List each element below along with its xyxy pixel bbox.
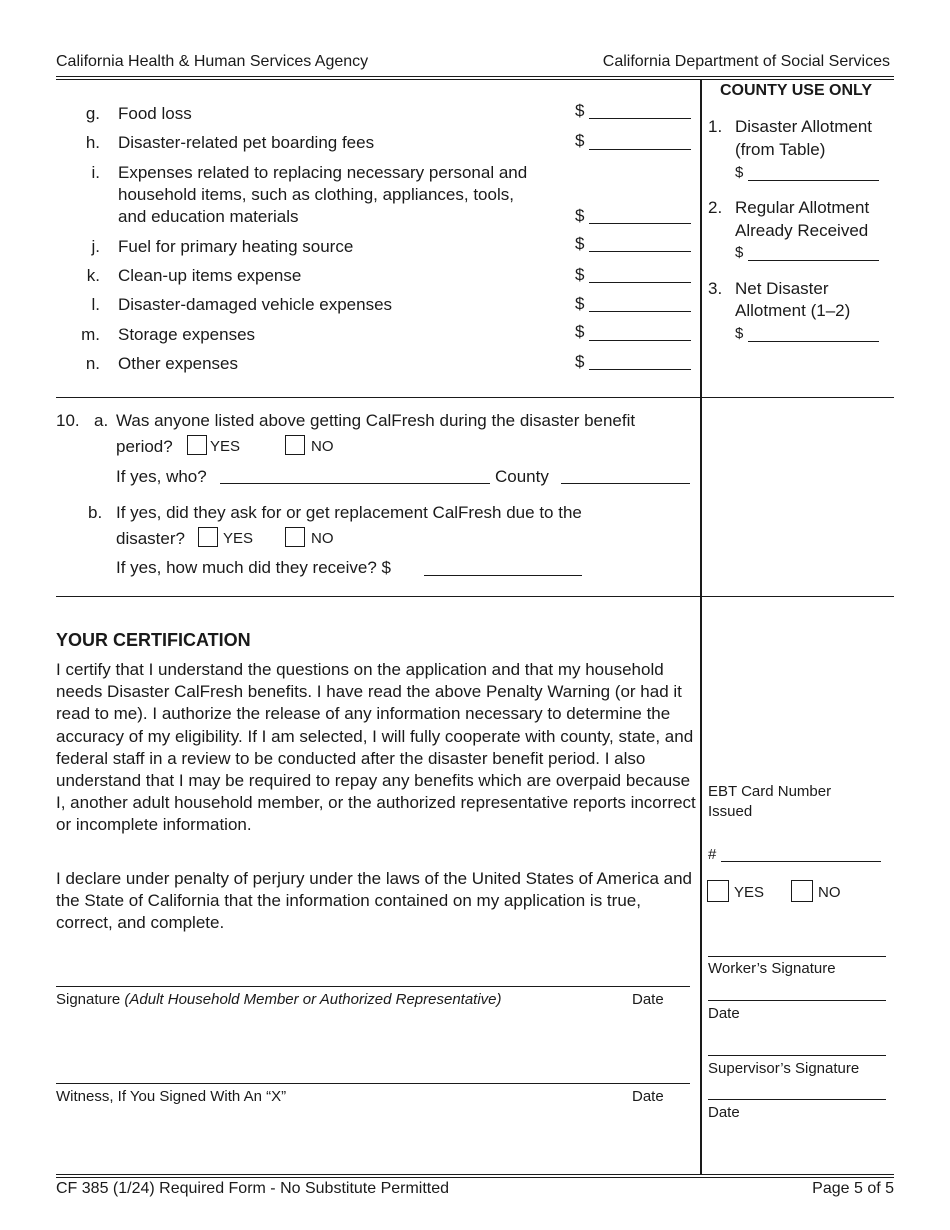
ebt-yes-checkbox[interactable] bbox=[707, 880, 729, 902]
net-allotment-label-line1: Net Disaster bbox=[735, 279, 829, 298]
perjury-declaration: I declare under penalty of perjury under the laws of the United States of America and the State of California that the information contained on my application is true, correct, and complete. bbox=[56, 869, 692, 933]
replacement-amount-field[interactable] bbox=[589, 223, 691, 224]
item-label-replacement-line3: and education materials bbox=[118, 207, 299, 226]
ebt-card-number-field[interactable] bbox=[721, 861, 881, 862]
section-divider-2 bbox=[56, 596, 894, 597]
no-label: NO bbox=[311, 530, 334, 547]
question-10b-text-line2: disaster? bbox=[116, 529, 185, 548]
net-allotment-label-line2: Allotment (1–2) bbox=[735, 301, 851, 320]
yes-label: YES bbox=[210, 438, 241, 455]
disaster-allotment-label-line1: Disaster Allotment bbox=[735, 117, 872, 136]
disaster-allotment-label-line2: (from Table) bbox=[735, 140, 826, 159]
signature-date-label: Date bbox=[632, 991, 664, 1008]
question-10a-text-line1: Was anyone listed above getting CalFresh during the disaster benefit bbox=[116, 411, 636, 430]
section-divider-1 bbox=[56, 397, 894, 398]
supervisor-date-line[interactable] bbox=[708, 1099, 886, 1100]
q10b-yes-checkbox[interactable] bbox=[198, 527, 218, 547]
storage-amount-field[interactable] bbox=[589, 340, 691, 341]
q10b-no-checkbox[interactable] bbox=[285, 527, 305, 547]
item-letter: g. bbox=[85, 104, 100, 123]
disaster-allotment-field[interactable] bbox=[748, 180, 879, 181]
item-label-pet-boarding: Disaster-related pet boarding fees bbox=[118, 133, 375, 152]
item-letter: m. bbox=[81, 325, 100, 344]
worker-signature-label: Worker’s Signature bbox=[708, 960, 836, 977]
item-label-replacement-line1: Expenses related to replacing necessary personal and bbox=[118, 163, 528, 182]
item-label-other: Other expenses bbox=[118, 354, 239, 373]
county-item-number: 2. bbox=[708, 198, 723, 217]
item-letter: l. bbox=[91, 295, 100, 314]
item-label-vehicle: Disaster-damaged vehicle expenses bbox=[118, 295, 393, 314]
county-use-title: COUNTY USE ONLY bbox=[720, 82, 873, 99]
vehicle-amount-field[interactable] bbox=[589, 311, 691, 312]
yes-label: YES bbox=[223, 530, 254, 547]
supervisor-signature-label: Supervisor’s Signature bbox=[708, 1060, 860, 1077]
currency-symbol: $ bbox=[575, 101, 585, 120]
currency-symbol: $ bbox=[575, 294, 585, 313]
page-number: Page 5 of 5 bbox=[812, 1180, 894, 1197]
net-allotment-field[interactable] bbox=[748, 341, 879, 342]
question-10b-text-line1: If yes, did they ask for or get replacement CalFresh due to the bbox=[116, 503, 582, 522]
who-label: If yes, who? bbox=[116, 467, 207, 486]
column-divider bbox=[700, 80, 702, 1174]
certification-title: YOUR CERTIFICATION bbox=[56, 630, 251, 650]
regular-allotment-label-line2: Already Received bbox=[735, 221, 869, 240]
signature-note: (Adult Household Member or Authorized Representative) bbox=[124, 991, 502, 1008]
amount-received-field[interactable] bbox=[424, 575, 582, 576]
hash-symbol: # bbox=[708, 846, 717, 863]
q10a-no-checkbox[interactable] bbox=[285, 435, 305, 455]
county-item-number: 3. bbox=[708, 279, 723, 298]
county-field[interactable] bbox=[561, 483, 690, 484]
currency-symbol: $ bbox=[575, 131, 585, 150]
agency-name: California Health & Human Services Agency bbox=[56, 53, 369, 70]
item-letter: j. bbox=[91, 237, 100, 256]
witness-signature-line[interactable] bbox=[56, 1083, 690, 1084]
question-letter-a: a. bbox=[94, 411, 109, 430]
regular-allotment-field[interactable] bbox=[748, 260, 879, 261]
question-10a-text-line2: period? bbox=[116, 437, 173, 456]
question-number: 10. bbox=[56, 411, 80, 430]
pet-boarding-amount-field[interactable] bbox=[589, 149, 691, 150]
county-label: County bbox=[495, 467, 549, 486]
currency-symbol: $ bbox=[735, 164, 744, 181]
worker-date-line[interactable] bbox=[708, 1000, 886, 1001]
department-name: California Department of Social Services bbox=[602, 53, 890, 70]
worker-date-label: Date bbox=[708, 1005, 740, 1022]
form-identifier: CF 385 (1/24) Required Form - No Substitute Permitted bbox=[56, 1180, 450, 1197]
amount-received-label: If yes, how much did they receive? $ bbox=[116, 558, 391, 577]
currency-symbol: $ bbox=[575, 206, 585, 225]
currency-symbol: $ bbox=[575, 322, 585, 341]
fuel-amount-field[interactable] bbox=[589, 251, 691, 252]
question-letter-b: b. bbox=[88, 503, 103, 522]
no-label: NO bbox=[818, 884, 841, 901]
currency-symbol: $ bbox=[575, 234, 585, 253]
currency-symbol: $ bbox=[735, 244, 744, 261]
currency-symbol: $ bbox=[575, 352, 585, 371]
ebt-card-label-line1: EBT Card Number bbox=[708, 783, 832, 800]
supervisor-signature-line[interactable] bbox=[708, 1055, 886, 1056]
signature-label-text: Signature bbox=[56, 991, 121, 1008]
currency-symbol: $ bbox=[575, 265, 585, 284]
item-label-cleanup: Clean-up items expense bbox=[118, 266, 302, 285]
yes-label: YES bbox=[734, 884, 765, 901]
header-rule-bottom bbox=[56, 79, 894, 80]
no-label: NO bbox=[311, 438, 334, 455]
regular-allotment-label-line1: Regular Allotment bbox=[735, 198, 870, 217]
county-item-number: 1. bbox=[708, 117, 723, 136]
item-label-food-loss: Food loss bbox=[118, 104, 192, 123]
who-field[interactable] bbox=[220, 483, 490, 484]
currency-symbol: $ bbox=[735, 325, 744, 342]
food-loss-amount-field[interactable] bbox=[589, 118, 691, 119]
q10a-yes-checkbox[interactable] bbox=[187, 435, 207, 455]
other-amount-field[interactable] bbox=[589, 369, 691, 370]
certification-paragraph: I certify that I understand the questions on the application and that my household needs Disaster CalFresh benefits. I have read the above Penalty Warning (or had it read to me). I authorize the release of any information necessary to determine the accuracy of my eligibility. If I am selected, I will fully cooperate with county, state, and federal staff in a review to be conducted after the disaster benefit period. I also understand that I may be required to repay any benefits which are overpaid because I, another adult household member, or the authorized representative reports incorrect or incomplete information. bbox=[56, 660, 696, 835]
ebt-card-label-line2: Issued bbox=[708, 803, 753, 820]
ebt-no-checkbox[interactable] bbox=[791, 880, 813, 902]
footer-rule-top bbox=[56, 1174, 894, 1175]
cleanup-amount-field[interactable] bbox=[589, 282, 691, 283]
item-letter: k. bbox=[86, 266, 100, 285]
item-letter: h. bbox=[85, 133, 100, 152]
item-label-storage: Storage expenses bbox=[118, 325, 256, 344]
witness-date-label: Date bbox=[632, 1088, 664, 1105]
item-letter: i. bbox=[91, 163, 100, 182]
item-label-fuel: Fuel for primary heating source bbox=[118, 237, 354, 256]
header-rule-top bbox=[56, 76, 894, 77]
worker-signature-line[interactable] bbox=[708, 956, 886, 957]
signature-line[interactable] bbox=[56, 986, 690, 987]
signature-label bbox=[56, 991, 502, 1008]
item-letter: n. bbox=[85, 354, 100, 373]
footer-rule-bottom bbox=[56, 1177, 894, 1178]
item-label-replacement-line2: household items, such as clothing, appliances, tools, bbox=[118, 185, 514, 204]
witness-label: Witness, If You Signed With An “X” bbox=[56, 1088, 287, 1105]
supervisor-date-label: Date bbox=[708, 1104, 740, 1121]
